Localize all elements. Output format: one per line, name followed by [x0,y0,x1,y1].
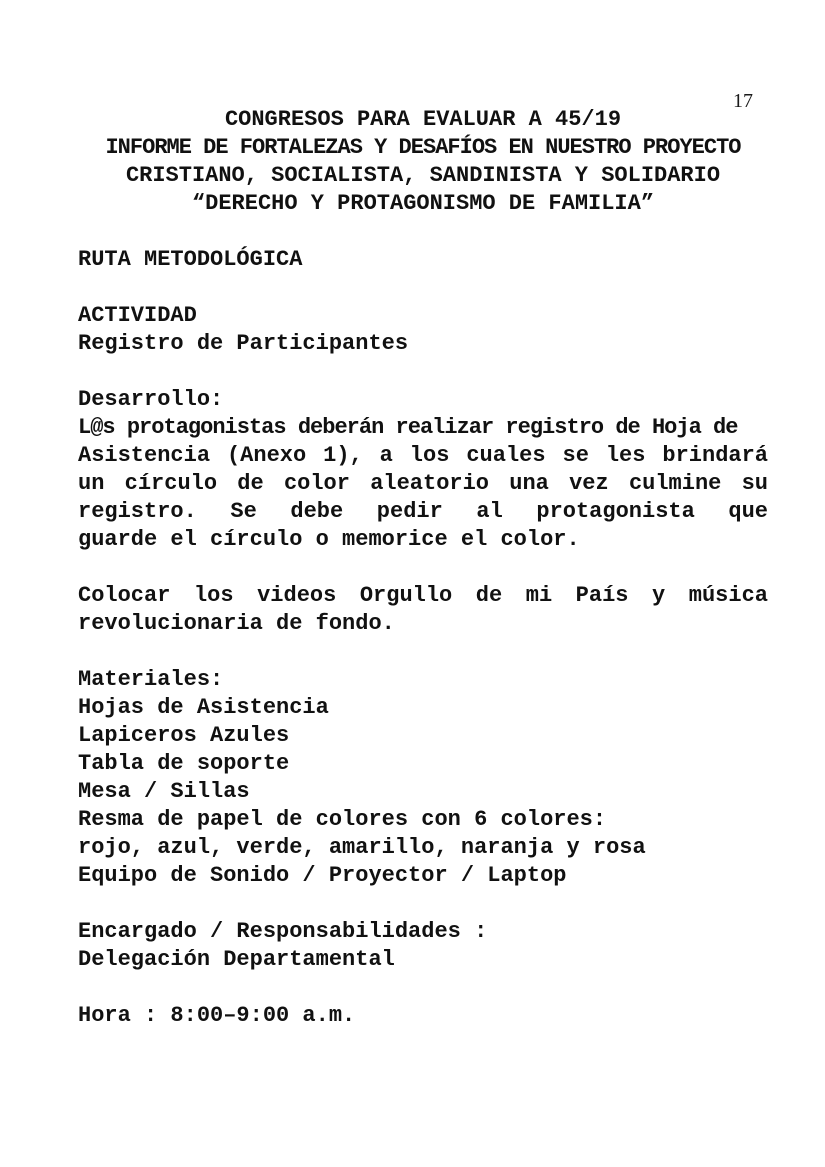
section-ruta-metodologica [78,246,768,274]
text-line: registro. Se debe pedir al protagonista que [78,499,768,524]
text-line: rojo, azul, verde, amarillo, naranja y rosa [78,835,646,860]
text-line: revolucionaria de fondo. [78,611,395,636]
section-actividad [78,302,768,358]
section-materiales [78,666,768,890]
text-line: Mesa / Sillas [78,779,250,804]
text-line: guarde el círculo o memorice el color. [78,527,580,552]
text-body [78,106,768,1030]
text-line: Equipo de Sonido / Proyector / Laptop [78,863,567,888]
text-line: INFORME DE FORTALEZAS Y DESAFÍOS EN NUESTRO PROYECTO [105,135,741,160]
text-line: RUTA METODOLÓGICA [78,247,303,272]
text-line: Asistencia (Anexo 1), a los cuales se les brindará [78,443,768,468]
text-line: L@s protagonistas deberán realizar registro de Hoja de [78,415,738,440]
section-encargado [78,918,768,974]
page-number: 17 [733,90,753,112]
text-line: Hora : 8:00–9:00 a.m. [78,1003,356,1028]
text-line: Registro de Participantes [78,331,409,356]
text-line: un círculo de color aleatorio una vez culmine su [78,471,768,496]
text-line: Materiales: [78,667,224,692]
text-line: CONGRESOS PARA EVALUAR A 45/19 [224,107,622,132]
text-line: Hojas de Asistencia [78,695,329,720]
section-hora [78,1002,768,1030]
text-line: ACTIVIDAD [78,303,197,328]
text-line: CRISTIANO, SOCIALISTA, SANDINISTA Y SOLIDARIO [125,163,721,188]
text-line: Colocar los videos Orgullo de mi País y música [78,583,768,608]
text-line: Lapiceros Azules [78,723,290,748]
text-line: Delegación Departamental [78,947,395,972]
text-line: Resma de papel de colores con 6 colores: [78,807,607,832]
paragraph-videos [78,582,768,638]
text-line: Encargado / Responsabilidades : [78,919,488,944]
text-line: Tabla de soporte [78,751,290,776]
section-desarrollo [78,386,768,554]
text-line: Desarrollo: [78,387,224,412]
text-line: “DERECHO Y PROTAGONISMO DE FAMILIA” [191,191,655,216]
title [78,106,768,218]
